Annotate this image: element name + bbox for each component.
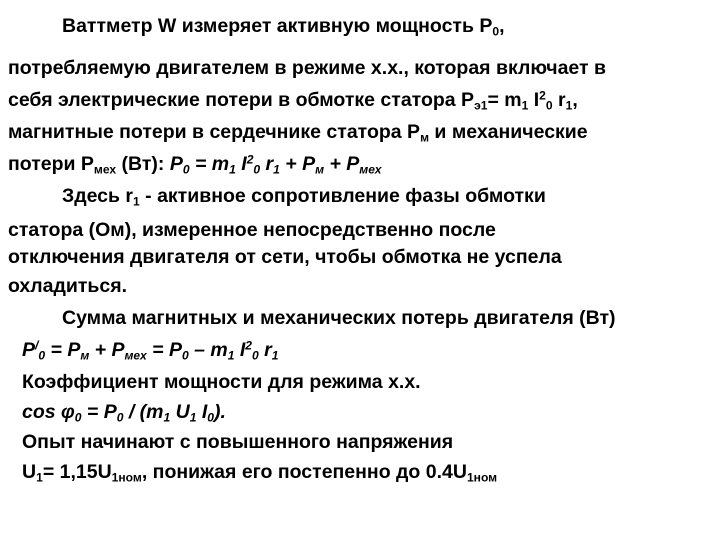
text-line: магнитные потери в сердечнике статора $P_м$ и механические [8,121,588,145]
text-line: Опыт начинают с повышенного напряжения [22,431,454,453]
text-line: Ваттметр W измеряет активную мощность $P_0$, [62,15,505,39]
formula-line: $P^/_0 = P_м + P_{мех} = P_0 - m_1$ $I^2_0$ $r_1$ [22,338,279,363]
text-line: $U_1= 1,15U_{1ном}$, понижая его постепенно до $0.4U_{1ном}$ [22,461,498,485]
text-line: отключения двигателя от сети, чтобы обмотка не успела [8,246,562,268]
formula-line: потери $P_{мех}$ (Вт): $P_0 = m_1$ $I^2_0$ $r_1 + P_м + P_{мех}$ [8,152,382,177]
text-line: статора (Ом), измеренное непосредственно после [8,219,496,241]
text-line: Здесь $r_1$ - активное сопротивление фазы обмотки [62,185,546,209]
text-line: Коэффициент мощности для режима х.х. [22,371,421,393]
text-line: потребляемую двигателем в режиме х.х., которая включает в [8,57,606,79]
formula-line: $\cos \varphi_0 = P_0 / (m_1$ $U_1$ $I_0$). [22,401,226,425]
text-line: Сумма магнитных и механических потерь двигателя (Вт) [62,307,616,329]
text-line: себя электрические потери в обмотке статора $P_{э1}= m_1$ $I^2_0$ $r_1$, [8,88,578,113]
text-line: охладиться. [8,275,128,297]
